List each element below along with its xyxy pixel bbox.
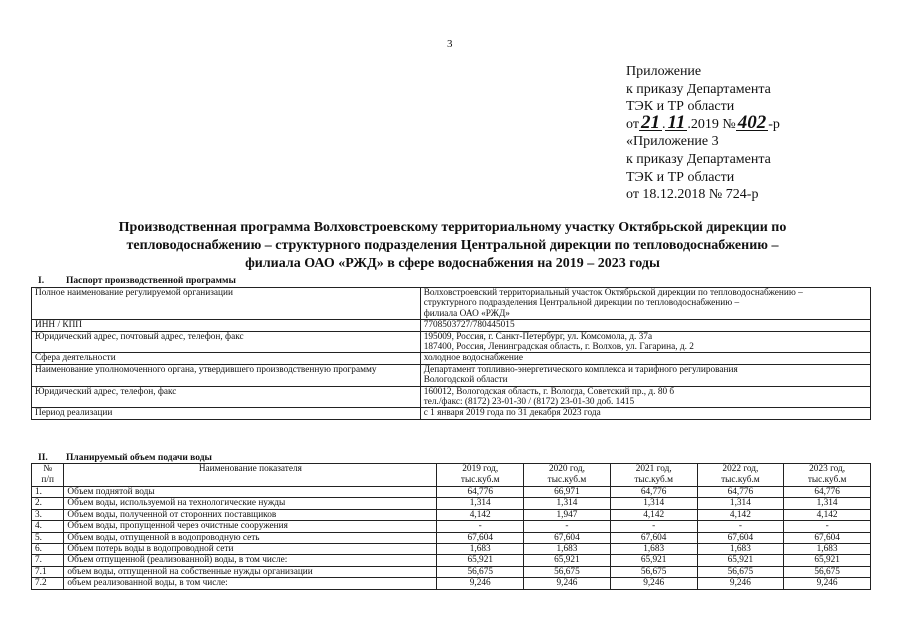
passport-value [420,320,870,331]
passport-key: Сфера деятельности [32,353,421,364]
section-label: Планируемый объем подачи воды [66,453,212,463]
row-value: 65,921 [610,555,697,566]
passport-row [32,288,871,320]
header-year: 2020 год, тыс.куб.м [524,464,611,487]
passport-value-line: 187400, Россия, Ленинградская область, г. Волхов, ул. Гагарина, д. 2 [423,342,694,353]
row-number: 1. [32,487,64,498]
passport-value-line: холодное водоснабжение [423,353,523,364]
handwritten-order-number: 402 [737,111,767,133]
row-value: 65,921 [437,555,524,566]
row-value: 56,675 [437,566,524,577]
table-row [32,487,871,498]
row-value: - [524,521,611,532]
handwritten-day: 21 [640,111,660,133]
row-value: 1,683 [437,544,524,555]
row-number: 5. [32,532,64,543]
passport-row [32,353,871,364]
passport-value [420,364,870,386]
passport-key: Наименование уполномоченного органа, утвердившего производственную программу [32,364,421,386]
row-value: 1,314 [610,498,697,509]
row-indicator-name: Объем воды, отпущенной в водопроводную сеть [64,532,437,543]
section-number: II. [38,453,48,463]
row-value: - [610,521,697,532]
row-value: 67,604 [524,532,611,543]
row-value: 1,314 [437,498,524,509]
passport-value-line: 7708503727/780445015 [423,320,515,331]
header-year: 2021 год, тыс.куб.м [610,464,697,487]
row-value: 64,776 [610,487,697,498]
appendix-line: Приложение [626,64,702,79]
row-value: 64,776 [437,487,524,498]
row-indicator-name: Объем воды, используемой на технологические нужды [64,498,437,509]
row-value: 67,604 [784,532,871,543]
table-row [32,521,871,532]
row-value: 56,675 [697,566,784,577]
header-year: 2023 год, тыс.куб.м [784,464,871,487]
passport-value [420,288,870,320]
row-value: 1,314 [697,498,784,509]
row-number: 2. [32,498,64,509]
section-2-heading [38,453,212,463]
row-number: 6. [32,544,64,555]
row-value: 1,314 [784,498,871,509]
passport-row [32,364,871,386]
passport-row [32,320,871,331]
row-value: 65,921 [697,555,784,566]
row-value: 4,142 [784,509,871,520]
appendix-line: от 18.12.2018 № 724-р [626,187,759,203]
title-line: Производственная программа Волховстроевскому территориальному участку Октябрьской дирекции по [118,220,787,235]
row-value: 4,142 [697,509,784,520]
row-value: - [437,521,524,532]
row-value: 65,921 [524,555,611,566]
passport-value-line: Вологодской области [423,375,508,386]
passport-key: Период реализации [32,408,421,419]
section-1-heading [38,276,236,286]
table-header-row [32,464,871,487]
row-indicator-name: Объем воды, полученной от сторонних поставщиков [64,509,437,520]
row-value: 4,142 [437,509,524,520]
table-row [32,498,871,509]
passport-value-line: тел./факс: (8172) 23-01-30 / (8172) 23-01-30 доб. 1415 [423,397,635,408]
table-row [32,555,871,566]
row-value: 9,246 [437,578,524,589]
title-line: тепловодоснабжению – структурного подразделения Центральной дирекции по тепловодоснабжению – [126,238,779,253]
row-value: 9,246 [697,578,784,589]
row-value: 65,921 [784,555,871,566]
appendix-line: ТЭК и ТР области [626,169,735,185]
passport-value-line: структурного подразделения Центральной дирекции по тепловодоснабжению – [423,298,740,309]
row-value: 64,776 [697,487,784,498]
row-value: 4,142 [610,509,697,520]
header-num: № п/п [32,464,64,487]
row-value: 9,246 [784,578,871,589]
row-value: 9,246 [524,578,611,589]
date-prefix: от [626,116,639,132]
document-title [40,219,865,273]
passport-value [420,331,870,353]
row-value: 56,675 [524,566,611,577]
row-value: - [697,521,784,532]
title-line: филиала ОАО «РЖД» в сфере водоснабжения на 2019 – 2023 годы [245,256,660,271]
row-value: 66,971 [524,487,611,498]
row-indicator-name: Объем потерь воды в водопроводной сети [64,544,437,555]
date-year: .2019 № [687,116,736,132]
row-number: 7.2 [32,578,64,589]
passport-row [32,386,871,408]
appendix-date-line [626,111,886,134]
row-value: 56,675 [610,566,697,577]
passport-row [32,408,871,419]
row-value: - [784,521,871,532]
passport-value-line: с 1 января 2019 года по 31 декабря 2023 года [423,408,601,419]
passport-key: Юридический адрес, телефон, факс [32,386,421,408]
row-indicator-name: объем воды, отпущенной на собственные нужды организации [64,566,437,577]
row-value: 1,683 [784,544,871,555]
row-value: 67,604 [697,532,784,543]
row-value: 67,604 [610,532,697,543]
row-indicator-name: объем реализованной воды, в том числе: [64,578,437,589]
order-suffix: -р [768,116,780,132]
table-row [32,578,871,589]
passport-key: ИНН / КПП [32,320,421,331]
passport-value-line: 160012, Вологодская область, г. Вологда, Советский пр., д. 80 б [423,386,675,397]
row-value: 9,246 [610,578,697,589]
row-number: 7.1 [32,566,64,577]
passport-row [32,331,871,353]
handwritten-month: 11 [667,111,686,133]
row-value: 1,683 [610,544,697,555]
row-number: 3. [32,509,64,520]
passport-value [420,408,870,419]
header-year: 2022 год, тыс.куб.м [697,464,784,487]
page-number: 3 [447,38,453,50]
row-indicator-name: Объем воды, пропущенной через очистные сооружения [64,521,437,532]
row-value: 1,683 [524,544,611,555]
table-row [32,532,871,543]
passport-value-line: 195009, Россия, г. Санкт-Петербург, ул. Комсомола, д. 37а [423,331,653,342]
row-value: 64,776 [784,487,871,498]
section-number: I. [38,276,45,286]
water-volume-table [31,463,871,590]
table-row [32,509,871,520]
passport-table [31,287,871,420]
appendix-line: «Приложение 3 [626,134,719,150]
table-row [32,544,871,555]
row-value: 67,604 [437,532,524,543]
row-number: 7. [32,555,64,566]
section-label: Паспорт производственной программы [66,276,236,286]
date-sep: . [661,116,666,132]
appendix-block [626,63,886,204]
header-name: Наименование показателя [64,464,437,487]
row-value: 1,314 [524,498,611,509]
appendix-line: к приказу Департамента [626,81,771,97]
header-year: 2019 год, тыс.куб.м [437,464,524,487]
passport-key: Юридический адрес, почтовый адрес, телефон, факс [32,331,421,353]
passport-value-line: Волховстроевский территориальный участок Октябрьской дирекции по тепловодоснабжению – [423,288,803,298]
appendix-line: к приказу Департамента [626,151,771,167]
row-value: 56,675 [784,566,871,577]
passport-value [420,353,870,364]
passport-key: Полное наименование регулируемой организации [32,288,421,320]
appendix-line: ТЭК и ТР области [626,99,735,115]
passport-value-line: Департамент топливно-энергетического комплекса и тарифного регулирования [423,364,738,375]
table-row [32,566,871,577]
row-value: 1,947 [524,509,611,520]
row-indicator-name: Объем отпущенной (реализованной) воды, в том числе: [64,555,437,566]
row-value: 1,683 [697,544,784,555]
row-number: 4. [32,521,64,532]
row-indicator-name: Объем поднятой воды [64,487,437,498]
passport-value-line: филиала ОАО «РЖД» [423,308,510,319]
passport-value [420,386,870,408]
